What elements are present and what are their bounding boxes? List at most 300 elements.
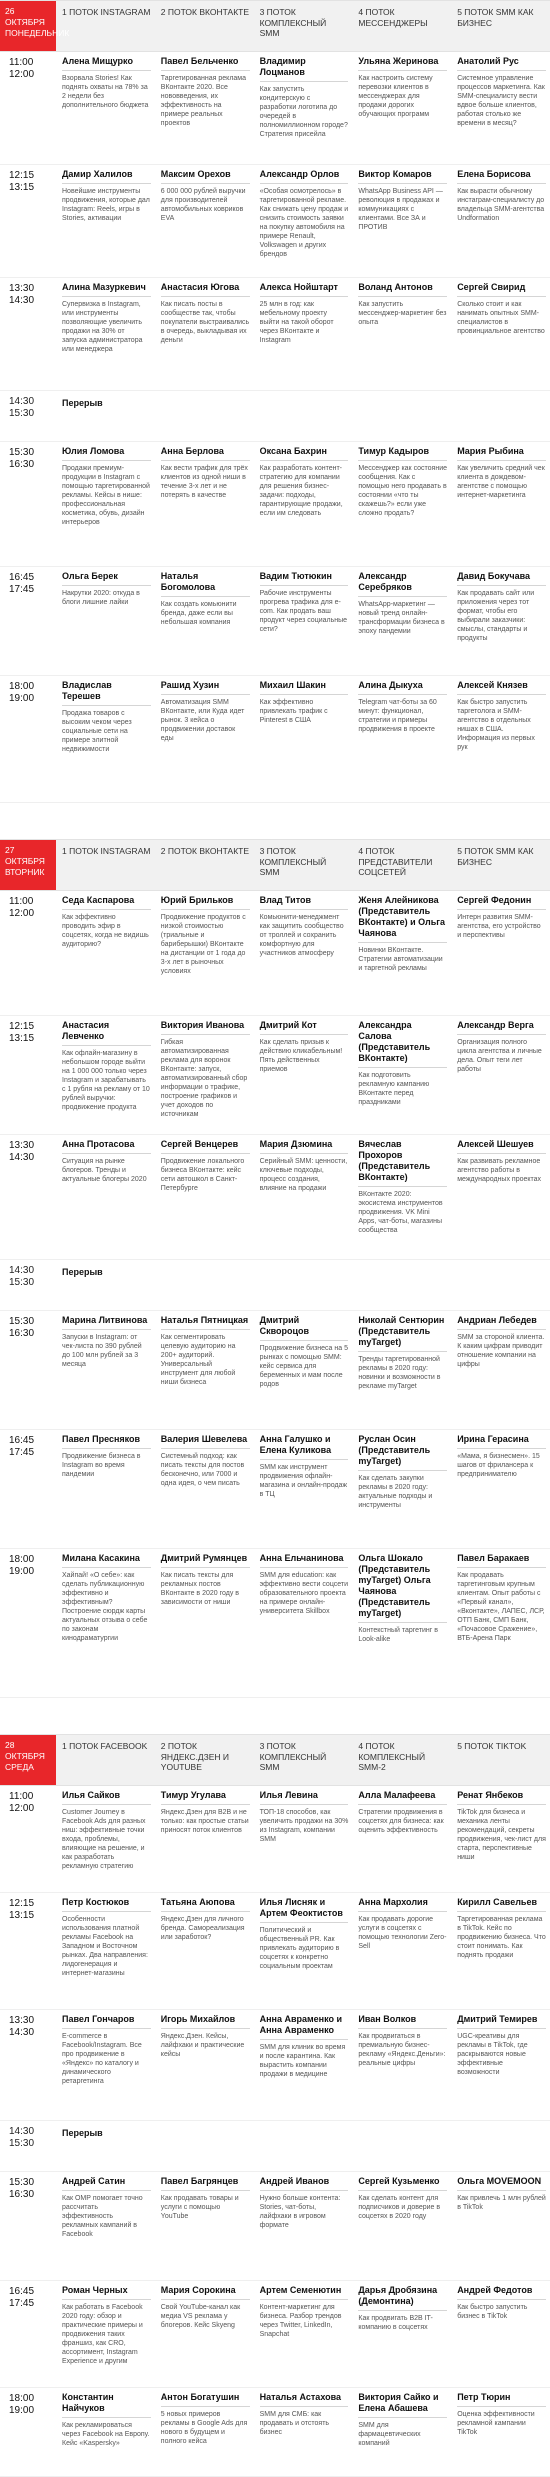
speaker-name: Андрей Федотов	[457, 2285, 546, 2300]
talk-topic: Как вырасти обычному инстаграм-специалисту до владельца SMM-агентства Undformation	[457, 188, 545, 222]
stream-header: 5 ПОТОК SMM КАК БИЗНЕС	[457, 846, 534, 867]
speaker-name: Антон Богатушин	[161, 2392, 250, 2407]
speaker-name: Алексей Шешуев	[457, 1139, 546, 1154]
talk-cell[interactable]	[352, 891, 451, 1015]
talk-topic: Контекстный таргетинг в Look-alike	[358, 1627, 439, 1643]
speaker-name: Дарья Дробязина (Демонтина)	[358, 2285, 447, 2311]
talk-topic: Яндекс.Дзен. Кейсы, лайфхаки и практические кейсы	[160, 2033, 245, 2058]
talk-cell[interactable]	[451, 567, 550, 675]
talk-cell[interactable]	[352, 2281, 451, 2387]
talk-cell[interactable]	[155, 2010, 254, 2120]
speaker-name: Дмитрий Сквороцов	[260, 1315, 349, 1341]
talk-topic: Продвижение продуктов с низкой стоимостью (триальные и бариберышки) ВКонтакте на дистанции от 1 года до 3-х лет в рыночных условиях	[160, 914, 246, 975]
slot-end-time: 19:00	[9, 2405, 35, 2416]
talk-cell[interactable]	[56, 891, 155, 1015]
talk-cell[interactable]	[451, 52, 550, 164]
slot-end-time: 17:45	[9, 2298, 35, 2309]
talk-cell[interactable]	[352, 1016, 451, 1134]
talk-topic: Системное управление процессов маркетинга. Как SMM-специалисту вести вдвое больше клиентов, работая столько же времени в месяц?	[457, 75, 545, 127]
talk-cell[interactable]	[155, 2172, 254, 2280]
time-slot-row	[0, 891, 550, 1016]
talk-cell[interactable]	[56, 278, 155, 390]
slot-start-time: 11:00	[9, 57, 34, 68]
speaker-name: Дамир Халилов	[62, 169, 151, 184]
talk-cell[interactable]	[254, 52, 353, 164]
slot-start-time: 14:30	[9, 1265, 35, 1276]
speaker-name: Вадим Тютюкин	[260, 571, 349, 586]
speaker-name: Владислав Терешев	[62, 680, 151, 706]
talk-cell[interactable]	[254, 442, 353, 566]
talk-topic: Как сделать призыв к действию кликабельным! Пять действенных приемов	[259, 1039, 343, 1073]
slot-end-time: 16:30	[9, 459, 35, 470]
talk-cell[interactable]	[254, 676, 353, 802]
talk-cell[interactable]	[254, 278, 353, 390]
stream-header: 2 ПОТОК ВКОНТАКТЕ	[160, 846, 250, 856]
speaker-name: Оксана Бахрин	[260, 446, 349, 461]
speaker-name: Виктор Комаров	[358, 169, 447, 184]
slot-time	[0, 442, 56, 566]
speaker-name: Рашид Хузин	[161, 680, 250, 695]
slot-end-time: 16:30	[9, 2189, 35, 2200]
stream-header: 1 ПОТОК INSTAGRAM	[62, 7, 151, 17]
speaker-name: Сергей Федонин	[457, 895, 546, 910]
talk-topic: 6 000 000 рублей выручки для производителей автомобильных ковриков EVA	[160, 188, 246, 222]
talk-cell[interactable]	[254, 1786, 353, 1892]
talk-cell[interactable]	[352, 676, 451, 802]
slot-time	[0, 2010, 56, 2120]
talk-cell[interactable]	[56, 2172, 155, 2280]
talk-topic: Продвижение бизнеса в Instagram во время пандемии	[62, 1453, 141, 1478]
talk-topic: Как привлечь 1 млн рублей в TikTok	[457, 2195, 546, 2211]
talk-cell[interactable]	[451, 2172, 550, 2280]
talk-cell[interactable]	[155, 1549, 254, 1697]
talk-topic: Таргетированная реклама ВКонтакте 2020. Все нововведения, их эффективность на примере реальных проектов	[160, 75, 247, 127]
time-slot-row	[0, 165, 550, 278]
time-slot-row	[0, 1311, 550, 1430]
slot-start-time: 13:30	[9, 283, 35, 294]
talk-topic: Как подготовить рекламную кампанию ВКонтакте перед праздниками	[358, 1072, 430, 1106]
speaker-name: Сергей Венцерев	[161, 1139, 250, 1154]
talk-cell[interactable]	[155, 567, 254, 675]
talk-cell[interactable]	[56, 1893, 155, 2009]
talk-topic: Взорвала Stories! Как поднять охваты на 78% за 2 недели без дополнительного бюджета	[62, 75, 149, 109]
talk-topic: Как продавать дорогие услуги в соцсетях с помощью технологии Zero-Sell	[358, 1916, 447, 1950]
talk-cell[interactable]	[254, 567, 353, 675]
talk-cell[interactable]	[451, 2010, 550, 2120]
slot-time	[0, 1311, 56, 1429]
stream-header: 4 ПОТОК ПРЕДСТАВИТЕЛИ СОЦСЕТЕЙ	[358, 846, 433, 877]
time-slot-row	[0, 1016, 550, 1135]
break-row	[0, 2121, 550, 2172]
talk-cell[interactable]	[451, 1135, 550, 1259]
speaker-name: Анатолий Рус	[457, 56, 546, 71]
talk-cell[interactable]	[451, 1786, 550, 1892]
talk-cell[interactable]	[155, 1016, 254, 1134]
speaker-name: Седа Каспарова	[62, 895, 151, 910]
speaker-name: Дмитрий Темирев	[457, 2014, 546, 2029]
talk-topic: SMM для СМБ: как продавать и отстоять бизнес	[259, 2411, 330, 2436]
talk-cell[interactable]	[254, 1893, 353, 2009]
talk-topic: Как продвигать B2B IT-компанию в соцсетях	[358, 2315, 433, 2331]
talk-topic: Продажи премиум-продукции в Instagram с помощью таргетированной рекламы. Кейсы в нише: профессиональная косметика, обувь, дизайн интерьеров	[62, 465, 150, 526]
speaker-name: Павел Гончаров	[62, 2014, 151, 2029]
slot-start-time: 13:30	[9, 2015, 35, 2026]
talk-cell[interactable]	[451, 165, 550, 277]
speaker-name: Павел Бельченко	[161, 56, 250, 71]
talk-topic: 25 млн в год: как мебельному проекту выйти на такой оборот через ВКонтакте и Instagram	[259, 301, 334, 344]
speaker-name: Михаил Шакин	[260, 680, 349, 695]
slot-time	[0, 1430, 56, 1548]
speaker-name: Александр Верга	[457, 1020, 546, 1035]
talk-topic: Нужно больше контента: Stories, чат-боты, лайфхаки в игровом формате	[259, 2195, 341, 2229]
talk-topic: WhatsApp Business API — революция в продажах и коммуникациях с клиентами. Все ЗА и ПРОТИВ	[358, 188, 443, 231]
slot-start-time: 11:00	[9, 1791, 34, 1802]
talk-topic: Особенности использования платной рекламы Facebook на Западном и Восточном рынках. Два направления: лидогенерация и интернет-магазины	[62, 1916, 148, 1977]
talk-topic: 5 новых примеров рекламы в Google Ads для нового в будущем и полного кейса	[160, 2411, 248, 2445]
speaker-name: Артем Семенютин	[260, 2285, 349, 2300]
talk-cell[interactable]	[254, 2388, 353, 2476]
speaker-name: Ольга MOVEMOON	[457, 2176, 546, 2191]
slot-start-time: 16:45	[9, 1435, 35, 1446]
talk-cell[interactable]	[155, 2388, 254, 2476]
talk-cell[interactable]	[155, 1893, 254, 2009]
speaker-name: Влад Титов	[260, 895, 349, 910]
talk-cell[interactable]	[352, 567, 451, 675]
speaker-name: Давид Бокучава	[457, 571, 546, 586]
speaker-name: Анна Протасова	[62, 1139, 151, 1154]
talk-topic: Сколько стоит и как нанимать опытных SMM-специалистов в провинциальное агентство	[457, 301, 545, 335]
break-row	[0, 1260, 550, 1311]
talk-cell[interactable]	[451, 442, 550, 566]
speaker-name: Кирилл Савельев	[457, 1897, 546, 1912]
stream-header: 2 ПОТОК ЯНДЕКС.ДЗЕН И YOUTUBE	[160, 1741, 230, 1772]
talk-cell[interactable]	[352, 278, 451, 390]
talk-topic: Оценка эффективности рекламной кампании TikTok	[457, 2411, 535, 2436]
speaker-name: Наталья Богомолова	[161, 571, 250, 597]
speaker-name: Иван Волков	[358, 2014, 447, 2029]
talk-topic: Как сделать закупки рекламы в 2020 году: актуальные подходы и инструменты	[358, 1475, 433, 1509]
speaker-name: Алла Малафеева	[358, 1790, 447, 1805]
speaker-name: Наталья Астахова	[260, 2392, 349, 2407]
talk-cell[interactable]	[254, 2281, 353, 2387]
talk-topic: Свой YouTube-канал как медиа VS реклама у блогеров. Кейс Skyeng	[160, 2304, 241, 2329]
talk-cell[interactable]	[451, 1016, 550, 1134]
stream-header: 5 ПОТОК SMM КАК БИЗНЕС	[457, 7, 534, 28]
talk-cell[interactable]	[451, 1430, 550, 1548]
talk-topic: ТОП-18 способов, как увеличить продажи на 30% из Instagram, компании SMM	[259, 1809, 349, 1843]
talk-cell[interactable]	[254, 1430, 353, 1548]
slot-start-time: 18:00	[9, 2393, 35, 2404]
talk-topic: Запуски в Instagram: от чек-листа по 390 рублей до 100 млн рублей за 3 месяца	[62, 1334, 142, 1368]
talk-topic: Как развивать рекламное агентство работы в международных проектах	[457, 1158, 542, 1183]
talk-topic: Яндекс.Дзен для B2B и не только: как простые статьи приносят поток клиентов	[160, 1809, 249, 1834]
talk-topic: SMM для education: как эффективно вести соцсети образовательного проекта на примере онлайн-университета Skillbox	[259, 1572, 349, 1615]
speaker-name: Петр Костюков	[62, 1897, 151, 1912]
speaker-name: Ренат Янбеков	[457, 1790, 546, 1805]
talk-cell[interactable]	[56, 1786, 155, 1892]
talk-cell[interactable]	[352, 2388, 451, 2476]
talk-topic: Автоматизация SMM ВКонтакте, или Куда идет рынок. 3 кейса о продвижении доставок еды	[160, 699, 245, 742]
day-date-label: 26 ОКТЯБРЯ ПОНЕДЕЛЬНИК	[0, 1, 56, 51]
talk-topic: Как продавать товары и услуги с помощью YouTube	[160, 2195, 239, 2220]
talk-topic: Как продавать таргетинговым крупным клиентам. Опыт работы с «Первый канал», «Вконтакте», ЛАПЕС, ЛСР, ОТП Банк, СМП Банк, «Почасовое Сражение», ВТБ-Арена Парк	[457, 1572, 545, 1642]
speaker-name: Андрей Сатин	[62, 2176, 151, 2191]
stream-header: 3 ПОТОК КОМПЛЕКСНЫЙ SMM	[259, 846, 327, 877]
talk-cell[interactable]	[56, 567, 155, 675]
slot-time	[0, 2388, 56, 2476]
speaker-name: Анна Мархолия	[358, 1897, 447, 1912]
talk-cell[interactable]	[352, 2010, 451, 2120]
talk-topic: Как сделать контент для подписчиков и доверие в соцсетях в 2020 году	[358, 2195, 441, 2220]
talk-cell[interactable]	[451, 2388, 550, 2476]
slot-end-time: 17:45	[9, 584, 35, 595]
talk-cell[interactable]	[451, 1311, 550, 1429]
slot-end-time: 14:30	[9, 295, 35, 306]
talk-topic: TikTok для бизнеса и механика ленты рекомендаций, секреты продвижения, чек-лист для старта, перспективные ниши	[457, 1809, 546, 1861]
talk-cell[interactable]	[254, 1549, 353, 1697]
talk-cell[interactable]	[451, 676, 550, 802]
speaker-name: Милана Касакина	[62, 1553, 151, 1568]
speaker-name: Ольга Берек	[62, 571, 151, 586]
talk-cell[interactable]	[254, 1016, 353, 1134]
speaker-name: Ирина Герасина	[457, 1434, 546, 1449]
speaker-name: Ульяна Жеринова	[358, 56, 447, 71]
talk-cell[interactable]	[352, 1549, 451, 1697]
talk-topic: Гибкая автоматизированная реклама для воронок ВКонтакте: запуск, автоматизированный сбор информации о трафике, построение графиков и учет доходов по источникам	[160, 1039, 248, 1118]
talk-cell[interactable]	[254, 1311, 353, 1429]
talk-topic: Как рекламироваться через Facebook на Европу. Кейс «Kaspersky»	[62, 2422, 150, 2447]
speaker-name: Павел Баракаев	[457, 1553, 546, 1568]
day-section	[0, 0, 550, 803]
stream-header: 3 ПОТОК КОМПЛЕКСНЫЙ SMM	[259, 1741, 327, 1772]
break-label: Перерыв	[62, 1267, 103, 1277]
slot-start-time: 12:15	[9, 1021, 35, 1032]
speaker-name: Сергей Кузьменко	[358, 2176, 447, 2191]
slot-start-time: 12:15	[9, 1898, 35, 1909]
speaker-name: Алекса Нойштарт	[260, 282, 349, 297]
talk-topic: Как быстро запустить таргетолога и SMM-агентство в отдельных нишах в США. Информация из первых рук	[457, 699, 535, 751]
day-date-label: 28 ОКТЯБРЯ СРЕДА	[0, 1735, 56, 1785]
speaker-name: Анна Берлова	[161, 446, 250, 461]
talk-cell[interactable]	[56, 1016, 155, 1134]
talk-cell[interactable]	[155, 2281, 254, 2387]
speaker-name: Тимур Угулава	[161, 1790, 250, 1805]
talk-topic: Рабочие инструменты прогрева трафика для e-com. Как продать ваш продукт через социальные сети?	[259, 590, 348, 633]
talk-cell[interactable]	[352, 1430, 451, 1548]
slot-start-time: 15:30	[9, 2177, 35, 2188]
speaker-name: Юлия Ломова	[62, 446, 151, 461]
talk-topic: Таргетированная реклама в TikTok. Кейс по продвижению бизнеса. Что стоит понимать. Как поднять продажи	[457, 1916, 546, 1959]
slot-time	[0, 1016, 56, 1134]
slot-time	[0, 676, 56, 802]
speaker-name: Дмитрий Кот	[260, 1020, 349, 1035]
time-slot-row	[0, 567, 550, 676]
talk-cell[interactable]	[56, 2010, 155, 2120]
talk-topic: Яндекс.Дзен для личного бренда. Самореализация или заработок?	[160, 1916, 245, 1941]
talk-topic: SMM за стороной клиента. К каким цифрам приводит отношение компании на цифры	[457, 1334, 545, 1368]
speaker-name: Женя Алейникова (Представитель ВКонтакте) и Ольга Чаянова	[358, 895, 447, 943]
talk-cell[interactable]	[56, 2388, 155, 2476]
slot-start-time: 14:30	[9, 2126, 35, 2137]
slot-end-time: 15:30	[9, 1277, 35, 1288]
talk-topic: UGC-креативы для рекламы в TikTok, где раскрываются новые эффективные возможности	[457, 2033, 528, 2076]
talk-topic: Политический и общественный PR. Как привлекать аудиторию в соцсетях к конкретно социальным проектам	[259, 1927, 340, 1970]
talk-cell[interactable]	[155, 1135, 254, 1259]
talk-topic: Как быстро запустить бизнес в TikTok	[457, 2304, 528, 2320]
slot-time	[0, 567, 56, 675]
speaker-name: Владимир Лоцманов	[260, 56, 349, 82]
talk-cell[interactable]	[155, 676, 254, 802]
talk-cell[interactable]	[56, 442, 155, 566]
stream-header: 4 ПОТОК МЕССЕНДЖЕРЫ	[358, 7, 428, 28]
talk-topic: Как офлайн-магазину в небольшом городе выйти на 1 000 000 только через Instagram и зарабатывать с 1 рубля на рекламу от 10 рублей выручки: продвижение продукта	[62, 1050, 150, 1111]
talk-topic: ВКонтакте 2020: экосистема инструментов продвижения. VK Mini Apps, чат-боты, магазины сообщества	[358, 1191, 443, 1234]
speaker-name: Александра Салова (Представитель ВКонтакте)	[358, 1020, 447, 1068]
talk-topic: Системный подход: как писать тексты для постов бесконечно, или 7000 и одна идея, о чем писать	[160, 1453, 245, 1487]
time-slot-row	[0, 2172, 550, 2281]
talk-topic: Комьюнити-менеджмент как защитить сообщество от троллей и сохранить комфортную для участников атмосферу	[259, 914, 344, 957]
talk-topic: Как запустить мессенджер-маркетинг без опыта	[358, 301, 447, 326]
talk-cell[interactable]	[254, 2172, 353, 2280]
day-header	[0, 0, 550, 52]
talk-topic: Стратегии продвижения в соцсетях для бизнеса: как оценить эффективность	[358, 1809, 444, 1834]
slot-end-time: 14:30	[9, 2027, 35, 2038]
talk-cell[interactable]	[451, 278, 550, 390]
slot-start-time: 13:30	[9, 1140, 35, 1151]
talk-cell[interactable]	[352, 1311, 451, 1429]
talk-cell[interactable]	[352, 1893, 451, 2009]
speaker-name: Петр Тюрин	[457, 2392, 546, 2407]
talk-topic: Как эффективно проводить эфир в соцсетях, когда не видишь аудиторию?	[62, 914, 149, 948]
talk-cell[interactable]	[155, 1430, 254, 1548]
talk-cell[interactable]	[155, 278, 254, 390]
talk-cell[interactable]	[451, 891, 550, 1015]
talk-topic: Как сегментировать целевую аудиторию на 200+ аудиторий. Универсальный инструмент для любой ниши бизнеса	[160, 1334, 236, 1386]
slot-end-time: 13:15	[9, 182, 35, 193]
talk-cell[interactable]	[155, 165, 254, 277]
talk-topic: Как разработать контент-стратегию для компании для решения бизнес-задачи: подходы, гарантирующие продажи, если им следовать	[259, 465, 343, 517]
speaker-name: Алена Мищурко	[62, 56, 151, 71]
talk-cell[interactable]	[352, 52, 451, 164]
talk-topic: Интерн развития SMM-агентства, его устройство и перспективы	[457, 914, 541, 939]
speaker-name: Сергей Свирид	[457, 282, 546, 297]
talk-topic: Как вести трафик для трёх клиентов из одной ниши в течение 3-х лет и не потерять в качестве	[160, 465, 248, 499]
talk-cell[interactable]	[254, 2010, 353, 2120]
day-date-label: 27 ОКТЯБРЯ ВТОРНИК	[0, 840, 56, 890]
talk-cell[interactable]	[352, 1786, 451, 1892]
day-section	[0, 1734, 550, 2477]
speaker-name: Николай Сентюрин (Представитель myTarget)	[358, 1315, 447, 1352]
speaker-name: Дмитрий Румянцев	[161, 1553, 250, 1568]
slot-time	[0, 1893, 56, 2009]
day-separator	[0, 1698, 550, 1734]
talk-cell[interactable]	[254, 891, 353, 1015]
break-label: Перерыв	[62, 2128, 103, 2138]
slot-time	[0, 165, 56, 277]
speaker-name: Андрей Иванов	[260, 2176, 349, 2191]
talk-cell[interactable]	[56, 1549, 155, 1697]
talk-topic: Серийный SMM: ценности, ключевые подходы, процесс создания, влияние на продажи	[259, 1158, 348, 1192]
talk-topic: Продажа товаров с высоким чеком через социальные сети на примере элитной недвижимости	[62, 710, 132, 753]
time-slot-row	[0, 442, 550, 567]
talk-cell[interactable]	[451, 1549, 550, 1697]
talk-topic: Как увеличить средний чек клиента в дождевом-агентстве с помощью интернет-маркетинга	[457, 465, 545, 499]
slot-end-time: 16:30	[9, 1328, 35, 1339]
talk-topic: Супервизка в Instagram, или инструменты позволяющие увеличить продажи на 30% от запуска администратора или менеджера	[62, 301, 143, 353]
talk-cell[interactable]	[352, 442, 451, 566]
speaker-name: Александр Орлов	[260, 169, 349, 184]
talk-cell[interactable]	[451, 1893, 550, 2009]
talk-topic: SMM как инструмент продвижения офлайн-магазина и онлайн-продаж в ТЦ	[259, 1464, 348, 1498]
speaker-name: Татьяна Аюпова	[161, 1897, 250, 1912]
stream-header: 3 ПОТОК КОМПЛЕКСНЫЙ SMM	[259, 7, 327, 38]
talk-cell[interactable]	[155, 52, 254, 164]
talk-cell[interactable]	[155, 891, 254, 1015]
talk-cell[interactable]	[56, 1135, 155, 1259]
talk-topic: Продвижение бизнеса на 5 рынках с помощью SMM: кейс сервиса для беременных и мам после родов	[259, 1345, 348, 1388]
break-label: Перерыв	[62, 398, 103, 408]
talk-cell[interactable]	[254, 1135, 353, 1259]
talk-cell[interactable]	[352, 2172, 451, 2280]
speaker-name: Мария Дзюмина	[260, 1139, 349, 1154]
slot-time	[0, 52, 56, 164]
talk-cell[interactable]	[56, 676, 155, 802]
talk-cell[interactable]	[56, 165, 155, 277]
slot-end-time: 15:30	[9, 408, 35, 419]
slot-start-time: 14:30	[9, 396, 35, 407]
time-slot-row	[0, 2388, 550, 2477]
speaker-name: Вячеслав Прохоров (Представитель ВКонтакте)	[358, 1139, 447, 1187]
talk-cell[interactable]	[254, 165, 353, 277]
slot-time	[0, 1260, 56, 1310]
talk-cell[interactable]	[155, 1311, 254, 1429]
slot-end-time: 19:00	[9, 693, 35, 704]
slot-end-time: 13:15	[9, 1910, 35, 1921]
talk-cell[interactable]	[352, 165, 451, 277]
speaker-name: Мария Сорокина	[161, 2285, 250, 2300]
speaker-name: Юрий Брильков	[161, 895, 250, 910]
talk-topic: Мессенджер как состояние сообщения. Как с помощью него продавать в состоянии «что ты скажешь?» если уже сложно продать?	[358, 465, 448, 517]
stream-header: 1 ПОТОК INSTAGRAM	[62, 846, 151, 856]
speaker-name: Александр Серебряков	[358, 571, 447, 597]
talk-topic: Как создать комьюнити бренда, даже если вы небольшая компания	[160, 601, 237, 626]
talk-cell[interactable]	[56, 2281, 155, 2387]
talk-cell[interactable]	[56, 1311, 155, 1429]
speaker-name: Павел Пресняков	[62, 1434, 151, 1449]
speaker-name: Елена Борисова	[457, 169, 546, 184]
day-header	[0, 1734, 550, 1786]
talk-cell[interactable]	[56, 1430, 155, 1548]
time-slot-row	[0, 1893, 550, 2010]
talk-cell[interactable]	[155, 442, 254, 566]
time-slot-row	[0, 1549, 550, 1698]
talk-cell[interactable]	[56, 52, 155, 164]
talk-topic: SMM для клиник во время и после карантина. Как вырастить компании продажи в медицине	[259, 2044, 346, 2078]
speaker-name: Константин Найчуков	[62, 2392, 151, 2418]
talk-cell[interactable]	[451, 2281, 550, 2387]
speaker-name: Алексей Князев	[457, 680, 546, 695]
time-slot-row	[0, 1430, 550, 1549]
talk-topic: Новейшие инструменты продвижения, которые дал Instagram: Reels, игры в Stories, активации	[62, 188, 150, 222]
speaker-name: Тимур Кадыров	[358, 446, 447, 461]
slot-start-time: 16:45	[9, 2286, 35, 2297]
talk-topic: Как работать в Facebook 2020 году: обзор и практические примеры и продвижения таких франшиз, как CRO, ассортимент, Instagram Experience и другим	[62, 2304, 143, 2365]
talk-cell[interactable]	[352, 1135, 451, 1259]
slot-time	[0, 2121, 56, 2171]
slot-end-time: 12:00	[9, 1803, 35, 1814]
talk-cell[interactable]	[155, 1786, 254, 1892]
talk-topic: Продвижение локального бизнеса ВКонтакте: кейс сети автошкол в Санкт-Петербурге	[160, 1158, 245, 1192]
